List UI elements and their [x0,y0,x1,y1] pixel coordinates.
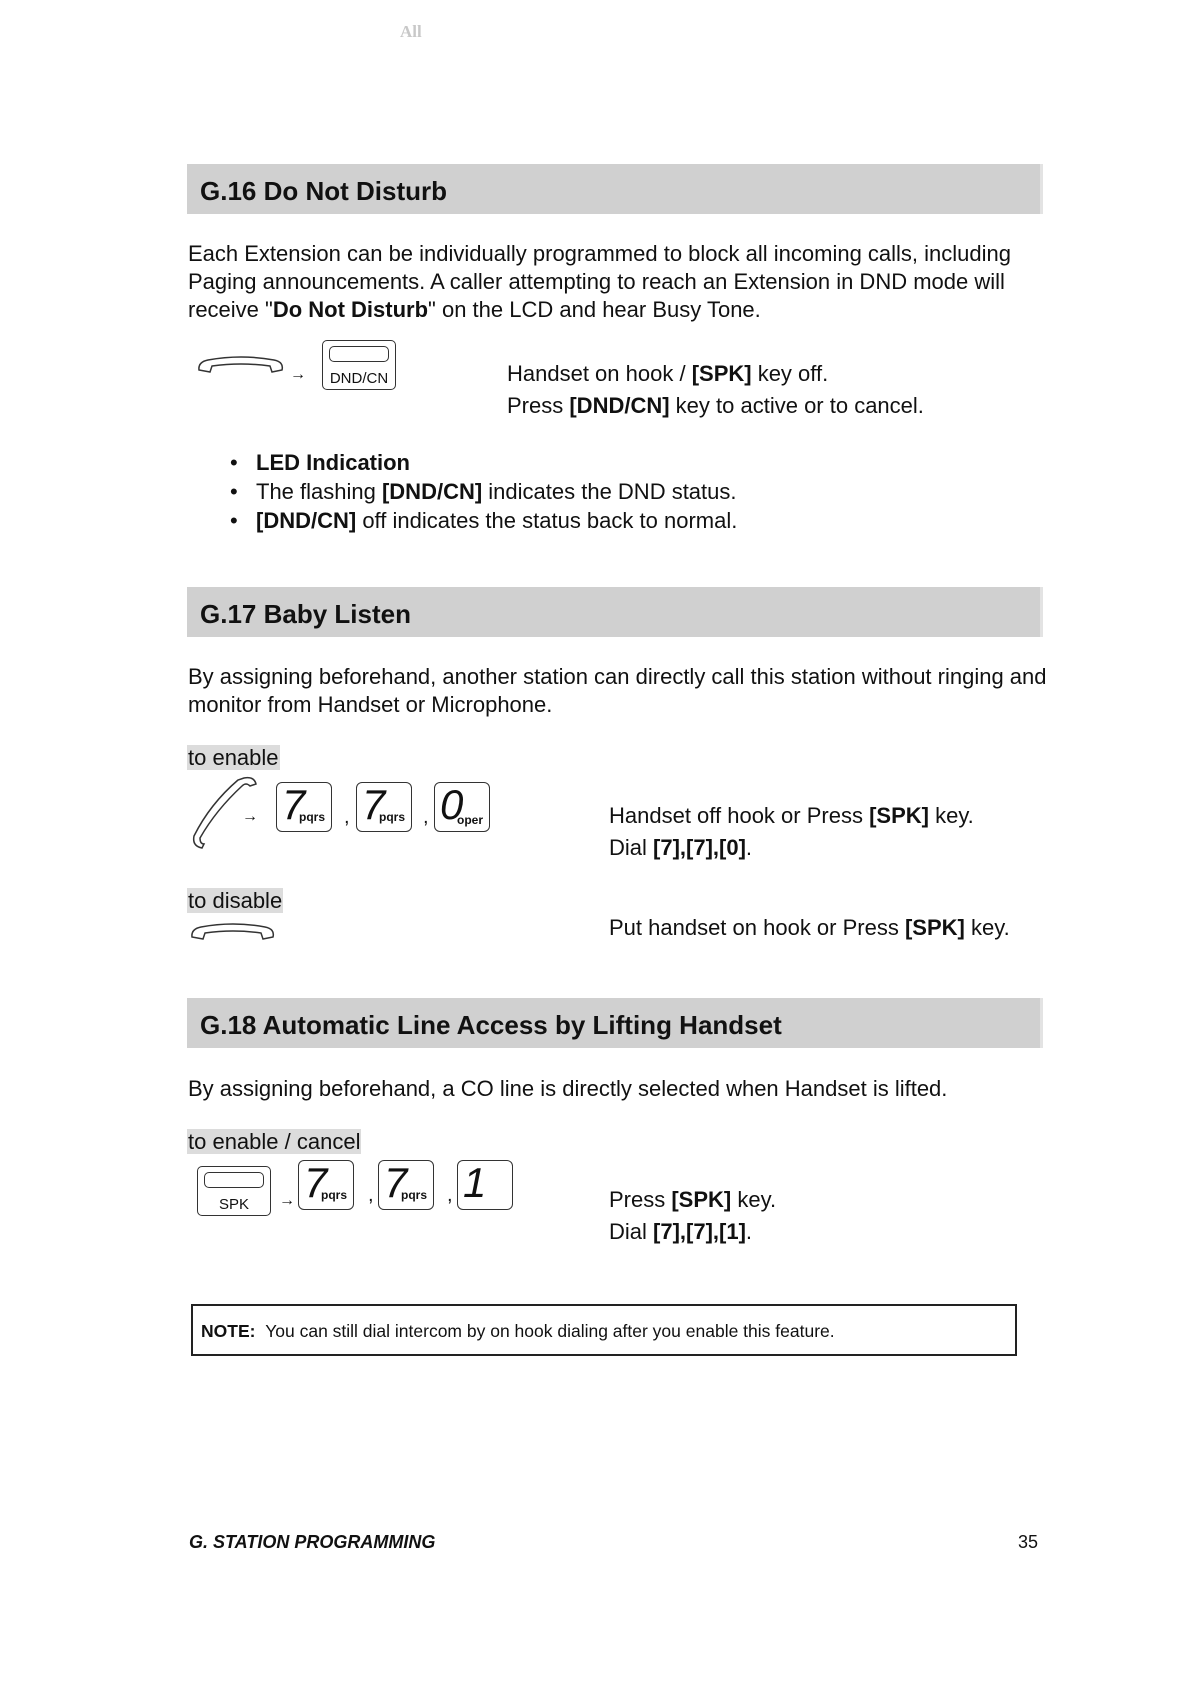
section-header-g18 [187,998,1043,1048]
instruction-line: Handset off hook or Press [SPK] key. [609,803,974,828]
separator: , [368,1184,374,1206]
enable-label: to enable [188,745,279,770]
separator: , [423,806,429,828]
note-text: NOTE: You can still dial intercom by on hook dialing after you enable this feature. [201,1321,835,1341]
section-title: G.18 Automatic Line Access by Lifting Handset [200,1010,782,1040]
note-box [191,1304,1017,1356]
dial-key-1-icon: 1 [457,1160,513,1210]
arrow-icon: → [242,808,258,825]
instruction-line: Press [SPK] key. [609,1187,777,1212]
disable-label: to disable [188,888,283,913]
arrow-icon: → [290,366,306,383]
footer-section-name: G. STATION PROGRAMMING [189,1532,436,1552]
instruction-line: Dial [7],[7],[0]. [609,835,753,860]
page-number: 35 [1018,1532,1039,1552]
handset-on-hook-icon [196,354,286,380]
section-title: G.17 Baby Listen [200,599,411,629]
dial-key-0-icon: 0 oper [434,782,490,832]
arrow-icon: → [279,1192,295,1209]
list-item: • The flashing [DND/CN] indicates the DND status. [256,477,737,506]
dial-key-7-icon: 7 pqrs [378,1160,434,1210]
instruction-line: Handset on hook / [SPK] key off. [507,361,829,386]
section-description: Each Extension can be individually programmed to block all incoming calls, including Paging announcements. A caller attempting to reach an Extension in DND mode will receive "Do Not Disturb" on the LCD and hear Busy Tone. [188,241,1011,322]
enable-cancel-label: to enable / cancel [188,1129,361,1154]
handset-on-hook-icon [189,921,277,947]
section-header-g17 [187,587,1043,637]
instruction-block [609,1184,776,1248]
watermark: All [400,22,422,41]
instruction-line: Put handset on hook or Press [SPK] key. [609,915,1010,940]
instruction-line: Dial [7],[7],[1]. [609,1219,753,1244]
section-description: By assigning beforehand, a CO line is directly selected when Handset is lifted. [188,1076,948,1101]
instruction-block [507,358,924,422]
dial-key-7-icon: 7 pqrs [356,782,412,832]
list-item: • [DND/CN] off indicates the status back to normal. [256,506,737,535]
spk-key-icon: SPK [197,1166,271,1216]
separator: , [447,1184,453,1206]
separator: , [344,806,350,828]
section-description: By assigning beforehand, another station can directly call this station without ringing and monitor from Handset or Microphone. [188,664,1047,717]
dial-key-7-icon: 7 pqrs [298,1160,354,1210]
instruction-block [609,800,974,864]
section-title: G.16 Do Not Disturb [200,176,448,206]
section-header-g16 [187,164,1043,214]
dnd-cn-key-icon: DND/CN [322,340,396,390]
instruction-line: Press [DND/CN] key to active or to cancel. [507,393,924,418]
list-item: • LED Indication [256,448,737,477]
bullet-list [256,448,737,535]
dial-key-7-icon: 7 pqrs [276,782,332,832]
